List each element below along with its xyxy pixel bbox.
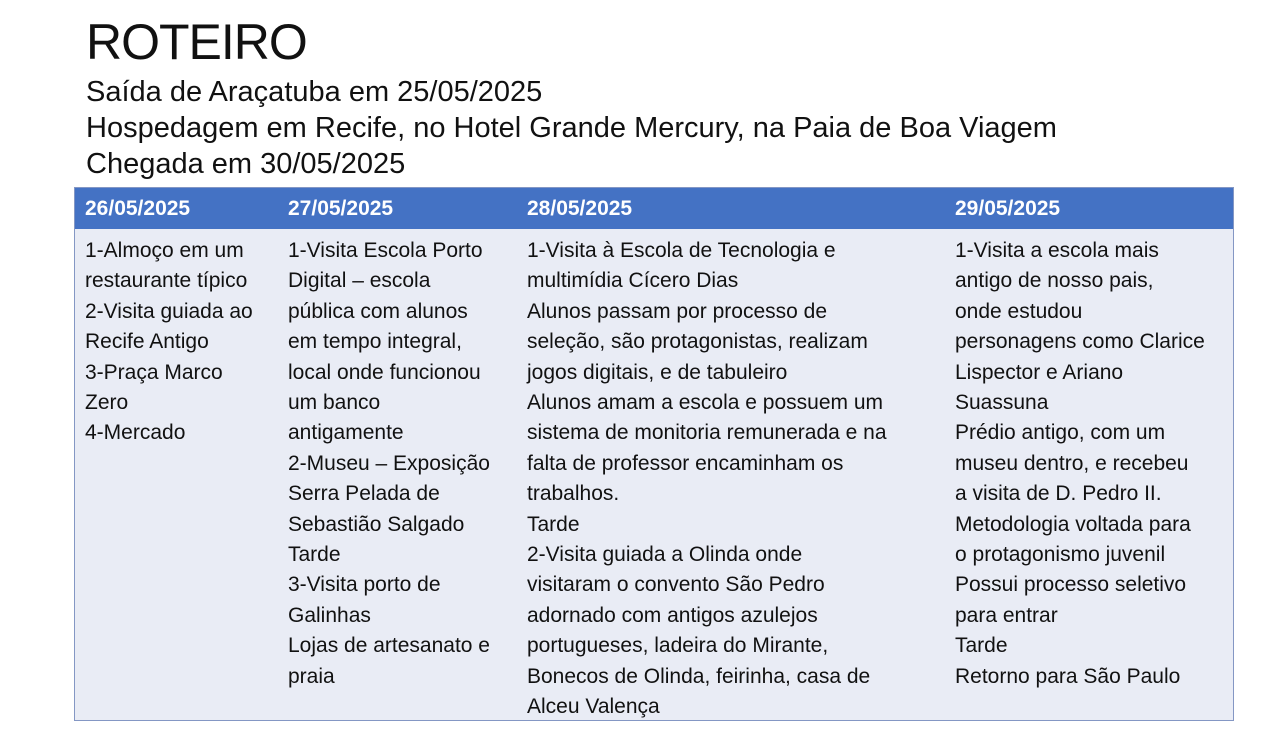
day-1-activities — [85, 236, 253, 449]
activity-line: restaurante típico — [85, 269, 248, 293]
day-2-activities — [288, 236, 490, 692]
activity-line: para entrar — [955, 603, 1058, 627]
activity-line: Recife Antigo — [85, 330, 209, 354]
activity-line: sistema de monitoria remunerada e na — [527, 421, 887, 445]
activity-line: o protagonismo juvenil — [955, 543, 1166, 567]
activity-line: pública com alunos — [288, 299, 468, 323]
activity-line: portugueses, ladeira do Mirante, — [527, 634, 829, 658]
activity-line: Prédio antigo, com um — [955, 421, 1166, 445]
activity-line: Alunos amam a escola e possuem um — [527, 391, 884, 415]
activity-line: um banco — [288, 391, 381, 415]
trip-info — [86, 74, 1057, 182]
activity-line: trabalhos. — [527, 482, 620, 506]
activity-line: praia — [288, 664, 335, 688]
activity-line: 1-Visita à Escola de Tecnologia e — [527, 239, 836, 262]
activity-line: jogos digitais, e de tabuleiro — [527, 360, 788, 384]
activity-line: Retorno para São Paulo — [955, 664, 1181, 688]
activity-line: onde estudou — [955, 299, 1083, 323]
activity-line: falta de professor encaminham os — [527, 451, 844, 475]
column-header-day-2: 27/05/2025 — [288, 197, 394, 220]
activity-line: 2-Museu – Exposição — [288, 451, 490, 475]
activity-line: museu dentro, e recebeu — [955, 451, 1189, 475]
activity-line: Suassuna — [955, 391, 1049, 415]
activity-line: Serra Pelada de — [288, 482, 440, 506]
activity-line: 1-Visita a escola mais — [955, 239, 1159, 262]
activity-line: Bonecos de Olinda, feirinha, casa de — [527, 664, 871, 688]
activity-line: Zero — [85, 391, 129, 415]
activity-line: 4-Mercado — [85, 421, 186, 445]
day-3-activities — [527, 236, 887, 723]
activity-line: 3-Praça Marco — [85, 360, 223, 384]
arrival-line: Chegada em 30/05/2025 — [86, 148, 406, 180]
activity-line: antigamente — [288, 421, 404, 445]
column-header-day-1: 26/05/2025 — [85, 197, 191, 220]
activity-line: Galinhas — [288, 603, 371, 627]
activity-line: Sebastião Salgado — [288, 512, 465, 536]
activity-line: Tarde — [955, 634, 1008, 658]
activity-line: adornado com antigos azulejos — [527, 603, 818, 627]
activity-line: multimídia Cícero Dias — [527, 269, 739, 293]
day-4-activities — [955, 236, 1205, 692]
activity-line: 2-Visita guiada ao — [85, 299, 253, 323]
column-header-day-3: 28/05/2025 — [527, 197, 633, 220]
activity-line: personagens como Clarice — [955, 330, 1205, 354]
activity-line: a visita de D. Pedro II. — [955, 482, 1162, 506]
activity-line: Alceu Valença — [527, 695, 660, 719]
activity-line: Metodologia voltada para — [955, 512, 1191, 536]
activity-line: local onde funcionou — [288, 360, 481, 384]
activity-line: Tarde — [288, 543, 341, 567]
activity-line: Lispector e Ariano — [955, 360, 1124, 384]
activity-line: Alunos passam por processo de — [527, 299, 827, 323]
activity-line: Tarde — [527, 512, 580, 536]
activity-line: antigo de nosso pais, — [955, 269, 1154, 293]
itinerary-table — [74, 187, 1234, 721]
table-header-row — [75, 188, 1233, 229]
column-header-day-4: 29/05/2025 — [955, 197, 1061, 220]
activity-line: 1-Almoço em um — [85, 239, 244, 262]
activity-line: Digital – escola — [288, 269, 431, 293]
activity-line: seleção, são protagonistas, realizam — [527, 330, 868, 354]
activity-line: Possui processo seletivo — [955, 573, 1187, 597]
page-title: ROTEIRO — [86, 14, 307, 70]
activity-line: visitaram o convento São Pedro — [527, 573, 825, 597]
activity-line: 2-Visita guiada a Olinda onde — [527, 543, 803, 567]
activity-line: 1-Visita Escola Porto — [288, 239, 483, 262]
activity-line: em tempo integral, — [288, 330, 462, 354]
activity-line: Lojas de artesanato e — [288, 634, 490, 658]
lodging-line: Hospedagem em Recife, no Hotel Grande Mercury, na Paia de Boa Viagem — [86, 112, 1057, 144]
activity-line: 3-Visita porto de — [288, 573, 441, 597]
departure-line: Saída de Araçatuba em 25/05/2025 — [86, 76, 543, 108]
